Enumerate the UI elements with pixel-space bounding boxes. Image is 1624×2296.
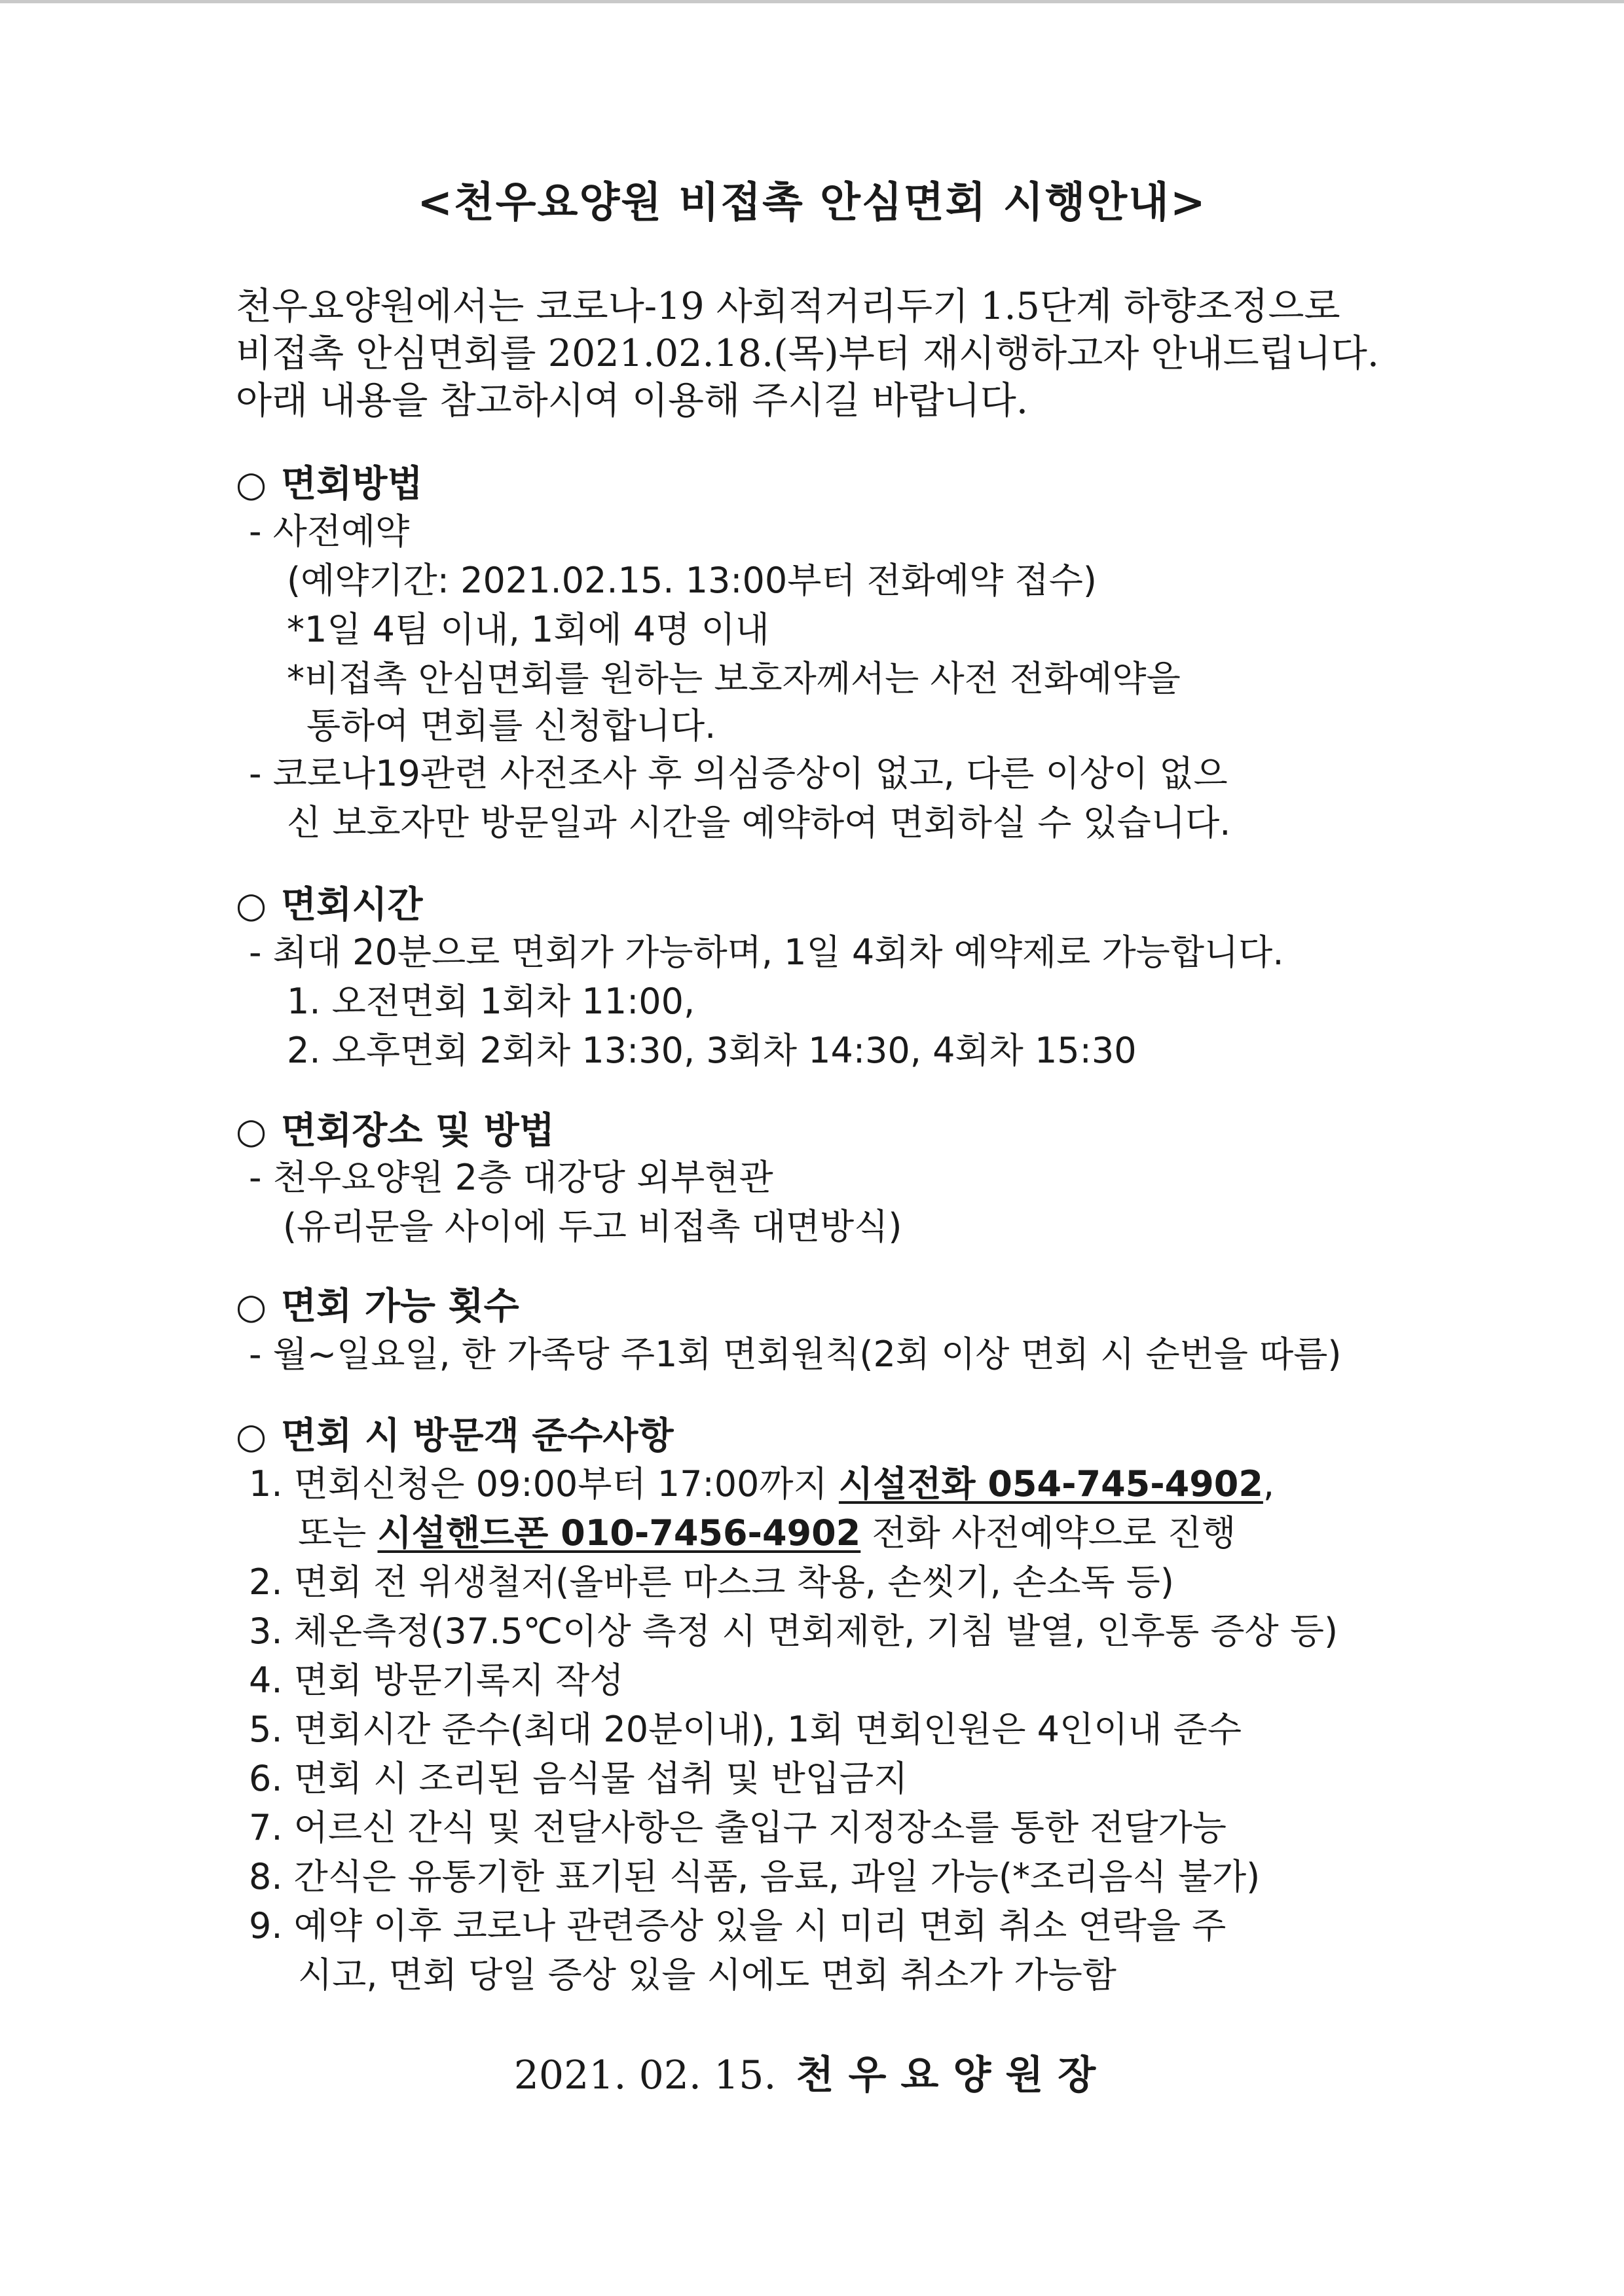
signature-line xyxy=(0,2052,1624,2098)
section-heading-time xyxy=(236,884,423,926)
rule-item: 2. 면회 전 위생철저(올바른 마스크 착용, 손씻기, 손소독 등) xyxy=(249,1561,1174,1603)
rule-text: 1. 면회신청은 09:00부터 17:00까지 xyxy=(249,1463,839,1504)
issuer-name: 천우요양원장 xyxy=(796,2052,1111,2098)
rule-text: , xyxy=(1263,1463,1275,1504)
section-heading-label: 면회방법 xyxy=(281,463,423,505)
rule-item: 3. 체온측정(37.5℃이상 측정 시 면회제한, 기침 발열, 인후통 증상 등) xyxy=(249,1611,1338,1652)
rule-item: 9. 예약 이후 코로나 관련증상 있을 시 미리 면회 취소 연락을 주 xyxy=(249,1905,1227,1946)
intro-line: 천우요양원에서는 코로나-19 사회적거리두기 1.5단계 하향조정으로 xyxy=(236,285,1340,328)
section-heading-place xyxy=(236,1110,555,1152)
list-item: 신 보호자만 방문일과 시간을 예약하여 면회하실 수 있습니다. xyxy=(287,802,1231,843)
issue-date: 2021. 02. 15. xyxy=(513,2052,777,2098)
section-heading-label: 면회장소 및 방법 xyxy=(281,1110,555,1152)
list-item: (예약기간: 2021.02.15. 13:00부터 전화예약 접수) xyxy=(287,560,1097,601)
intro-line: 비접촉 안심면회를 2021.02.18.(목)부터 재시행하고자 안내드립니다. xyxy=(236,332,1379,375)
circle-bullet-icon: ○ xyxy=(236,884,267,926)
scan-edge xyxy=(0,0,1624,3)
rule-item: 4. 면회 방문기록지 작성 xyxy=(249,1660,624,1701)
rule-item: 5. 면회시간 준수(최대 20분이내), 1회 면회인원은 4인이내 준수 xyxy=(249,1709,1242,1750)
list-item: 1. 오전면회 1회차 11:00, xyxy=(287,981,695,1022)
circle-bullet-icon: ○ xyxy=(236,464,267,505)
facility-phone: 시설전화 054-745-4902 xyxy=(838,1463,1263,1504)
list-item: - 천우요양원 2층 대강당 외부현관 xyxy=(249,1157,773,1198)
rule-item-1-cont xyxy=(298,1512,1236,1554)
circle-bullet-icon: ○ xyxy=(236,1286,267,1327)
list-item: *1일 4팀 이내, 1회에 4명 이내 xyxy=(287,609,769,650)
circle-bullet-icon: ○ xyxy=(236,1110,267,1152)
list-item: - 월~일요일, 한 가족당 주1회 면회원칙(2회 이상 면회 시 순번을 따름) xyxy=(249,1334,1342,1375)
rule-item: 7. 어르신 간식 및 전달사항은 출입구 지정장소를 통한 전달가능 xyxy=(249,1807,1227,1848)
section-heading-rules xyxy=(236,1415,674,1457)
rule-text: 전화 사전예약으로 진행 xyxy=(860,1512,1236,1554)
section-heading-label: 면회시간 xyxy=(281,884,423,926)
list-item: 통하여 면회를 신청합니다. xyxy=(306,705,716,746)
list-item: (유리문을 사이에 두고 비접촉 대면방식) xyxy=(283,1206,902,1247)
section-heading-method xyxy=(236,463,423,505)
section-heading-label: 면회 시 방문객 준수사항 xyxy=(281,1415,674,1457)
list-item: - 최대 20분으로 면회가 가능하며, 1일 4회차 예약제로 가능합니다. xyxy=(249,932,1284,973)
section-heading-label: 면회 가능 횟수 xyxy=(281,1285,519,1328)
rule-item-1 xyxy=(249,1463,1275,1504)
section-heading-count xyxy=(236,1285,519,1328)
circle-bullet-icon: ○ xyxy=(236,1415,267,1457)
facility-mobile: 시설핸드폰 010-7456-4902 xyxy=(377,1512,861,1554)
list-item: - 코로나19관련 사전조사 후 의심증상이 없고, 다른 이상이 없으 xyxy=(249,753,1228,794)
rule-item: 8. 간식은 유통기한 표기된 식품, 음료, 과일 가능(*조리음식 불가) xyxy=(249,1856,1261,1897)
rule-text: 또는 xyxy=(298,1512,378,1554)
rule-item: 6. 면회 시 조리된 음식물 섭취 및 반입금지 xyxy=(249,1758,908,1799)
list-item: *비접촉 안심면회를 원하는 보호자께서는 사전 전화예약을 xyxy=(287,658,1181,699)
list-item: - 사전예약 xyxy=(249,511,410,552)
intro-line: 아래 내용을 참고하시여 이용해 주시길 바랍니다. xyxy=(236,379,1028,422)
rule-item: 시고, 면회 당일 증상 있을 시에도 면회 취소가 가능함 xyxy=(298,1954,1116,1995)
list-item: 2. 오후면회 2회차 13:30, 3회차 14:30, 4회차 15:30 xyxy=(287,1030,1137,1071)
page-title: <천우요양원 비접촉 안심면회 시행안내> xyxy=(417,178,1207,227)
